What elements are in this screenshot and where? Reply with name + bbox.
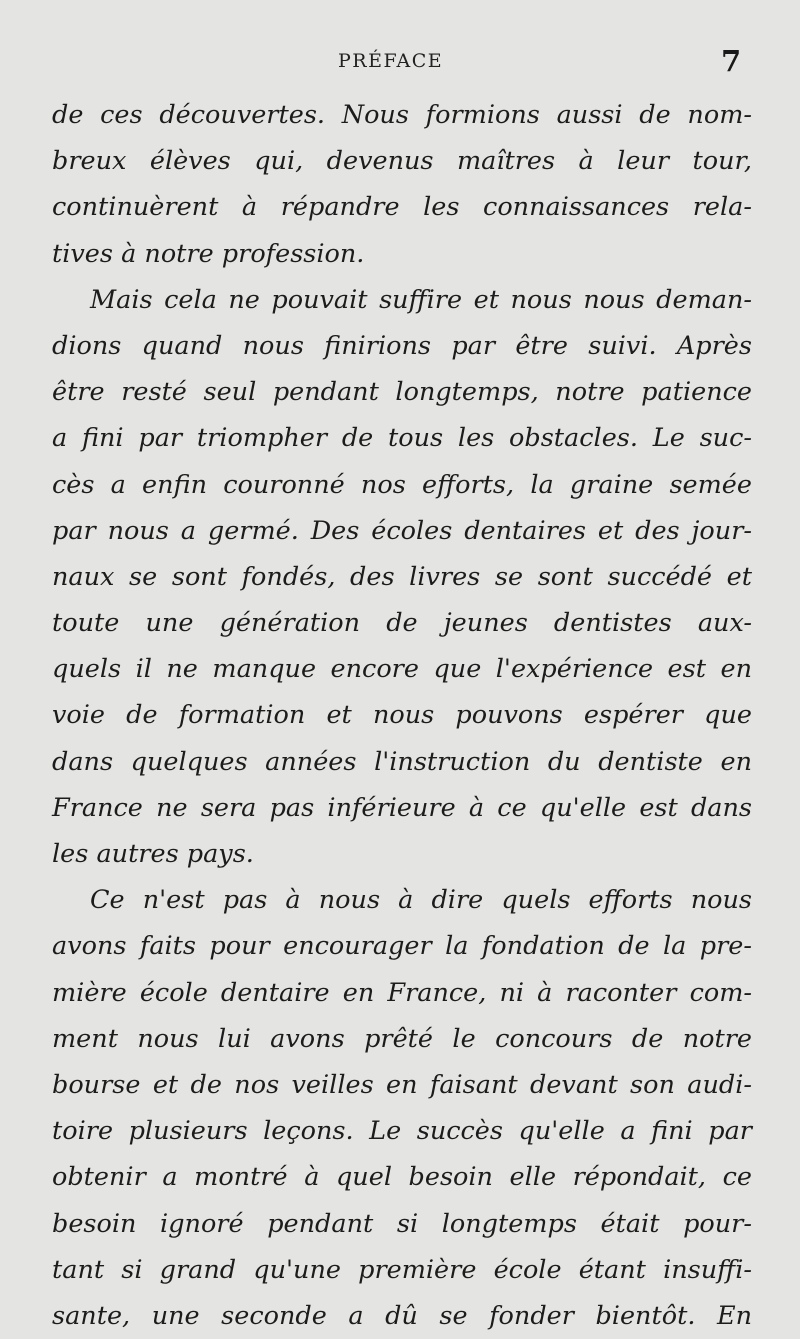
text-line: mière école dentaire en France, ni à raconter com- [52,977,752,1008]
text-line: obtenir a montré à quel besoin elle répondait, ce [52,1162,752,1193]
text-line: Mais cela ne pouvait suffire et nous nous deman- [90,284,752,315]
text-line: dions quand nous finirions par être suivi. Après [52,330,752,361]
body-text [52,92,752,1339]
text-line: par nous a germé. Des écoles dentaires et des jour- [52,515,752,546]
text-line: avons faits pour encourager la fondation de la pre- [52,931,752,962]
text-line: être resté seul pendant longtemps, notre patience [52,377,752,408]
text-line: dans quelques années l'instruction du dentiste en [52,746,752,777]
text-line: tives à notre profession. [52,238,365,269]
text-line: Ce n'est pas à nous à dire quels efforts nous [90,885,752,916]
text-line: breux élèves qui, devenus maîtres à leur tour, [52,146,752,177]
text-line: toute une génération de jeunes dentistes aux- [52,608,752,639]
text-line: ment nous lui avons prêté le concours de notre [52,1023,752,1054]
text-line: voie de formation et nous pouvons espérer que [52,700,752,731]
text-line: les autres pays. [52,839,254,869]
text-line: a fini par triompher de tous les obstacles. Le suc- [52,423,752,454]
text-line: naux se sont fondés, des livres se sont succédé et [52,561,752,592]
text-line: sante, une seconde a dû se fonder bientôt. En [52,1300,752,1331]
text-line: cès a enfin couronné nos efforts, la graine semée [52,469,752,500]
text-line: de ces découvertes. Nous formions aussi de nom- [52,100,752,130]
text-line: continuèrent à répandre les connaissances rela- [52,192,752,223]
text-line: tant si grand qu'une première école étant insuffi- [52,1254,752,1285]
running-head-title: PRÉFACE [338,50,444,72]
text-line: besoin ignoré pendant si longtemps était pour- [52,1208,752,1239]
text-line: bourse et de nos veilles en faisant devant son audi- [52,1069,752,1100]
text-line: toire plusieurs leçons. Le succès qu'elle a fini par [52,1116,752,1147]
text-line: quels il ne manque encore que l'expérience est en [52,654,752,685]
text-line: France ne sera pas inférieure à ce qu'elle est dans [52,792,752,823]
running-head [0,44,800,80]
page-number: 7 [721,44,742,78]
